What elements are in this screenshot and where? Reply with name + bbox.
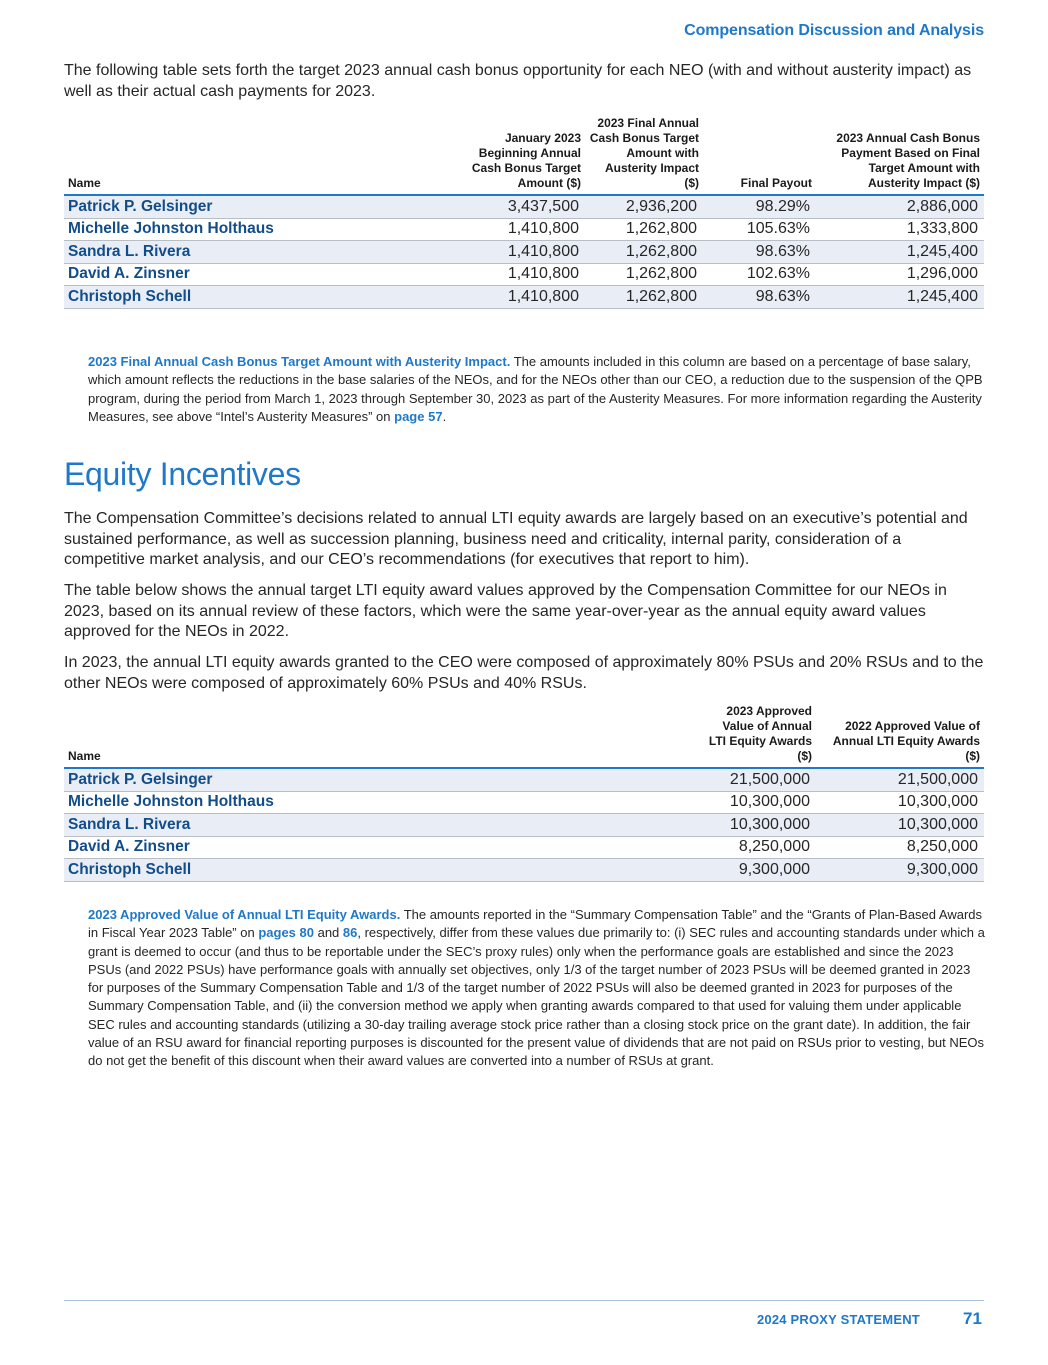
footnote-text: The amounts included in this column are based on a percentage of base salary, which amount reflects the reductions in the base salaries of the NEOs, and for the NEOs other than our CEO, a reduction due to the suspension of the QPB program, during the period from March 1, 2023 through September 30, 2023 as part of the Austerity Measures. For more information regarding the Austerity Measures, see above “Intel’s Austerity Measures” on bbox=[88, 354, 983, 424]
value-2022: 21,500,000 bbox=[816, 768, 984, 791]
table-header-row bbox=[64, 116, 984, 195]
table-header-row bbox=[64, 704, 984, 768]
page-number: 71 bbox=[963, 1309, 982, 1328]
final-payout: 98.29% bbox=[703, 195, 816, 218]
neo-name: Christoph Schell bbox=[64, 286, 467, 309]
pages-80-link[interactable]: pages 80 bbox=[258, 925, 314, 941]
footnote-lead: 2023 Final Annual Cash Bonus Target Amount with Austerity Impact. bbox=[88, 354, 511, 369]
value-2023: 8,250,000 bbox=[703, 836, 816, 859]
intro-paragraph: The following table sets forth the target 2023 annual cash bonus opportunity for each NEO (with and without austerity impact) as well as their actual cash payments for 2023. bbox=[64, 62, 972, 100]
equity-incentives-heading: Equity Incentives bbox=[64, 456, 301, 492]
table-row bbox=[64, 836, 984, 859]
col-header-2023-value: 2023 Approved Value of Annual LTI Equity Awards ($) bbox=[703, 704, 816, 768]
footnote-text: The amounts reported in the “Summary Compensation Table” and the “Grants of Plan-Based Awards in Fiscal Year 2023 Table” on bbox=[88, 907, 983, 941]
col-header-beginning-target: January 2023 Beginning Annual Cash Bonus Target Amount ($) bbox=[467, 116, 585, 195]
final-target: 1,262,800 bbox=[585, 241, 703, 264]
neo-name: Patrick P. Gelsinger bbox=[64, 768, 703, 791]
page-86-link[interactable]: 86 bbox=[342, 925, 358, 941]
equity-paragraph-1: The Compensation Committee’s decisions related to annual LTI equity awards are largely based on an executive’s potential and sustained performance, as well as succession planning, business need and criticality, internal parity, consideration of a competitive market analysis, and our CEO’s recommendations (for executives that report to him). bbox=[64, 510, 968, 568]
value-2022: 8,250,000 bbox=[816, 836, 984, 859]
table-row bbox=[64, 263, 984, 286]
bonus-payment: 1,333,800 bbox=[816, 218, 984, 241]
value-2023: 10,300,000 bbox=[703, 814, 816, 837]
footnote-tail: . bbox=[442, 408, 447, 424]
value-2023: 10,300,000 bbox=[703, 791, 816, 814]
col-header-final-payout: Final Payout bbox=[703, 116, 816, 195]
final-payout: 102.63% bbox=[703, 263, 816, 286]
neo-name: Michelle Johnston Holthaus bbox=[64, 791, 703, 814]
col-header-2022-value: 2022 Approved Value of Annual LTI Equity Awards ($) bbox=[816, 704, 984, 768]
table-row bbox=[64, 241, 984, 264]
value-2023: 9,300,000 bbox=[703, 859, 816, 882]
table-row bbox=[64, 286, 984, 309]
neo-name: Michelle Johnston Holthaus bbox=[64, 218, 467, 241]
neo-name: Patrick P. Gelsinger bbox=[64, 195, 467, 218]
beginning-target: 1,410,800 bbox=[467, 286, 585, 309]
col-header-name: Name bbox=[64, 704, 703, 768]
footnote-lead: 2023 Approved Value of Annual LTI Equity Awards. bbox=[88, 907, 401, 922]
lti-footnote bbox=[88, 906, 986, 1071]
final-target: 1,262,800 bbox=[585, 286, 703, 309]
final-payout: 105.63% bbox=[703, 218, 816, 241]
bonus-payment: 2,886,000 bbox=[816, 195, 984, 218]
final-target: 1,262,800 bbox=[585, 218, 703, 241]
beginning-target: 1,410,800 bbox=[467, 218, 585, 241]
value-2022: 9,300,000 bbox=[816, 859, 984, 882]
neo-name: Sandra L. Rivera bbox=[64, 814, 703, 837]
bonus-payment: 1,245,400 bbox=[816, 241, 984, 264]
page-57-link[interactable]: page 57 bbox=[394, 408, 443, 424]
cash-bonus-table bbox=[64, 116, 984, 309]
beginning-target: 3,437,500 bbox=[467, 195, 585, 218]
neo-name: Sandra L. Rivera bbox=[64, 241, 467, 264]
equity-paragraph-2: The table below shows the annual target LTI equity award values approved by the Compensation Committee for our NEOs in 2023, based on its annual review of these factors, which were the same year-over-year as the annual equity award values approved for the NEOs in 2022. bbox=[64, 582, 947, 640]
final-target: 2,936,200 bbox=[585, 195, 703, 218]
final-payout: 98.63% bbox=[703, 241, 816, 264]
value-2022: 10,300,000 bbox=[816, 791, 984, 814]
neo-name: David A. Zinsner bbox=[64, 836, 703, 859]
bonus-footnote bbox=[88, 353, 986, 426]
table-row bbox=[64, 768, 984, 791]
col-header-payment: 2023 Annual Cash Bonus Payment Based on Final Target Amount with Austerity Impact ($) bbox=[816, 116, 984, 195]
table-row bbox=[64, 859, 984, 882]
neo-name: David A. Zinsner bbox=[64, 263, 467, 286]
beginning-target: 1,410,800 bbox=[467, 241, 585, 264]
table-row bbox=[64, 814, 984, 837]
table-row bbox=[64, 791, 984, 814]
footer-divider bbox=[64, 1300, 984, 1301]
footnote-text-2: , respectively, differ from these values due primarily to: (i) SEC rules and accounting standards under which a grant is deemed to occur (and thus to be reportable under the SEC’s proxy rules) only when the performance goals are established and since the 2023 PSUs (and 2022 PSUs) have performance goals with annually set objectives, only 1/3 of the target number of 2023 PSUs will be deemed granted in 2023 for purposes of the Summary Compensation Table and 1/3 of the target number of 2022 PSUs will also be deemed granted in 2023 for purposes of the Summary Compensation Table, and (ii) the conversion method we apply when granting awards compared to that used for valuing them under applicable SEC rules and accounting standards (utilizing a 30-day trailing average stock price rather than a closing stock price on the grant date). In addition, the fair value of an RSU award for financial reporting purposes is discounted for the present value of dividends that are not paid on RSUs prior to vesting, but NEOs do not get the benefit of this discount when their award values are converted into a number of RSUs at grant. bbox=[88, 925, 985, 1069]
neo-name: Christoph Schell bbox=[64, 859, 703, 882]
section-header: Compensation Discussion and Analysis bbox=[684, 22, 984, 39]
value-2022: 10,300,000 bbox=[816, 814, 984, 837]
col-header-name: Name bbox=[64, 116, 467, 195]
footnote-and: and bbox=[313, 925, 343, 941]
beginning-target: 1,410,800 bbox=[467, 263, 585, 286]
equity-paragraph-3: In 2023, the annual LTI equity awards granted to the CEO were composed of approximately 80% PSUs and 20% RSUs and to the other NEOs were composed of approximately 60% PSUs and 40% RSUs. bbox=[64, 654, 984, 692]
table-row bbox=[64, 218, 984, 241]
footer-document-title: 2024 PROXY STATEMENT bbox=[757, 1312, 920, 1327]
final-target: 1,262,800 bbox=[585, 263, 703, 286]
bonus-payment: 1,245,400 bbox=[816, 286, 984, 309]
col-header-final-target: 2023 Final Annual Cash Bonus Target Amount with Austerity Impact ($) bbox=[585, 116, 703, 195]
bonus-payment: 1,296,000 bbox=[816, 263, 984, 286]
final-payout: 98.63% bbox=[703, 286, 816, 309]
value-2023: 21,500,000 bbox=[703, 768, 816, 791]
table-row bbox=[64, 195, 984, 218]
lti-awards-table bbox=[64, 704, 984, 882]
